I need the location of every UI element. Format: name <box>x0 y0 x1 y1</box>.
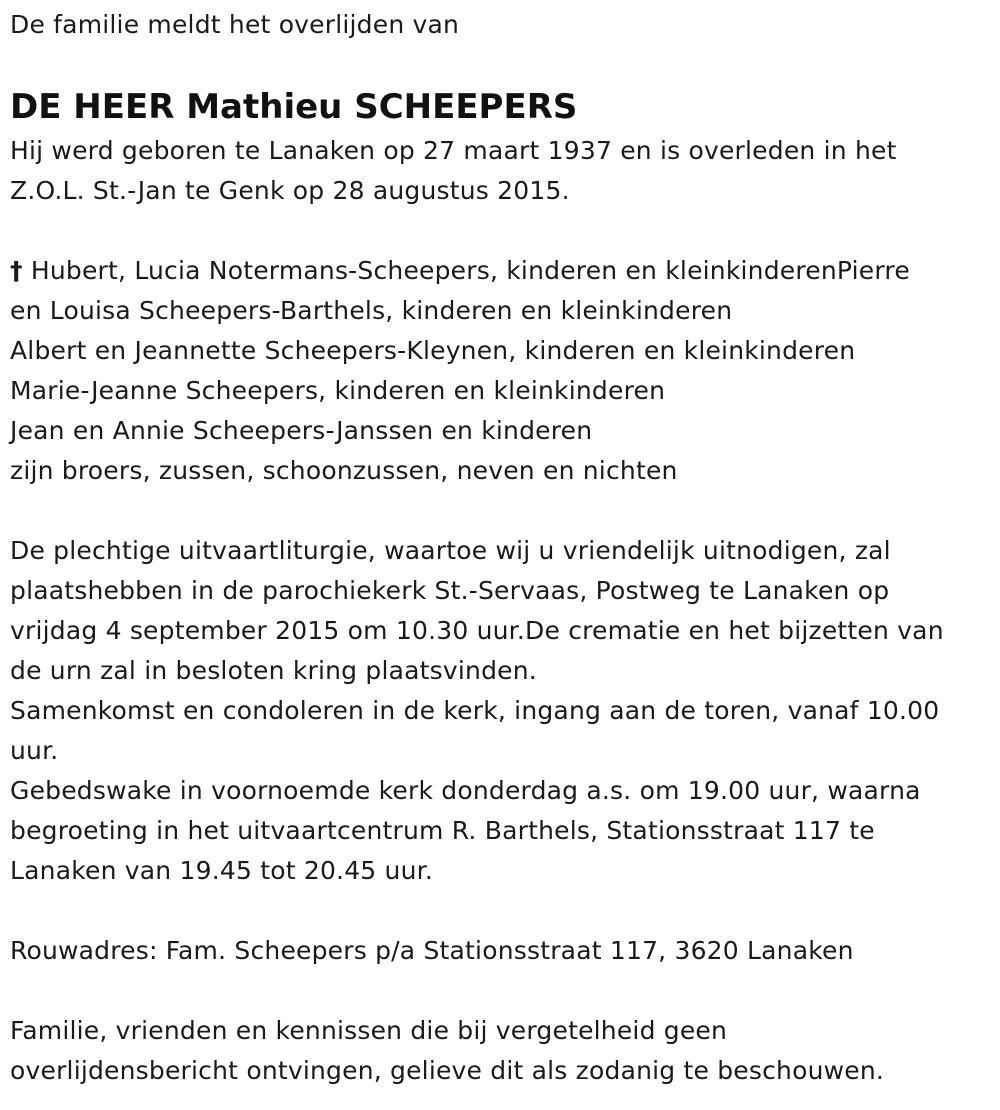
ceremony-line: vrijdag 4 september 2015 om 10.30 uur.De crematie en het bijzetten van <box>10 616 944 645</box>
ceremony-line: begroeting in het uitvaartcentrum R. Barthels, Stationsstraat 117 te <box>10 816 875 845</box>
spacer <box>10 971 990 1011</box>
ceremony-line: Gebedswake in voornoemde kerk donderdag a.s. om 19.00 uur, waarna <box>10 776 921 805</box>
family-line <box>10 251 990 291</box>
family-line: Marie-Jeanne Scheepers, kinderen en kleinkinderen <box>10 376 666 405</box>
ceremony-line: Lanaken van 19.45 tot 20.45 uur. <box>10 856 433 885</box>
family-line: zijn broers, zussen, schoonzussen, neven en nichten <box>10 456 678 485</box>
ceremony-paragraph <box>10 531 990 891</box>
ceremony-line: De plechtige uitvaartliturgie, waartoe wij u vriendelijk uitnodigen, zal <box>10 536 891 565</box>
family-paragraph <box>10 251 990 491</box>
closing-paragraph <box>10 1011 990 1091</box>
deceased-name: DE HEER Mathieu SCHEEPERS <box>10 87 578 127</box>
spacer <box>10 491 990 531</box>
ceremony-line: plaatshebben in de parochiekerk St.-Servaas, Postweg te Lanaken op <box>10 576 890 605</box>
birth-death-line: Z.O.L. St.-Jan te Genk op 28 augustus 2015. <box>10 176 570 205</box>
closing-line: Familie, vrienden en kennissen die bij vergetelheid geen <box>10 1016 728 1045</box>
family-line-text: Hubert, Lucia Notermans-Scheepers, kinderen en kleinkinderenPierre <box>22 256 910 285</box>
family-line: en Louisa Scheepers-Barthels, kinderen en kleinkinderen <box>10 296 733 325</box>
intro-text: De familie meldt het overlijden van <box>10 10 460 39</box>
mourning-address: Rouwadres: Fam. Scheepers p/a Stationsstraat 117, 3620 Lanaken <box>10 936 854 965</box>
birth-death-paragraph <box>10 131 990 211</box>
ceremony-line: Samenkomst en condoleren in de kerk, ingang aan de toren, vanaf 10.00 <box>10 696 940 725</box>
family-line: Jean en Annie Scheepers-Janssen en kinderen <box>10 416 593 445</box>
ceremony-line: uur. <box>10 736 59 765</box>
spacer <box>10 891 990 931</box>
cross-icon: † <box>10 256 23 285</box>
birth-death-line: Hij werd geboren te Lanaken op 27 maart 1937 en is overleden in het <box>10 136 897 165</box>
closing-line: overlijdensbericht ontvingen, gelieve dit als zodanig te beschouwen. <box>10 1056 885 1085</box>
family-line: Albert en Jeannette Scheepers-Kleynen, kinderen en kleinkinderen <box>10 336 856 365</box>
ceremony-line: de urn zal in besloten kring plaatsvinden. <box>10 656 537 685</box>
spacer <box>10 211 990 251</box>
